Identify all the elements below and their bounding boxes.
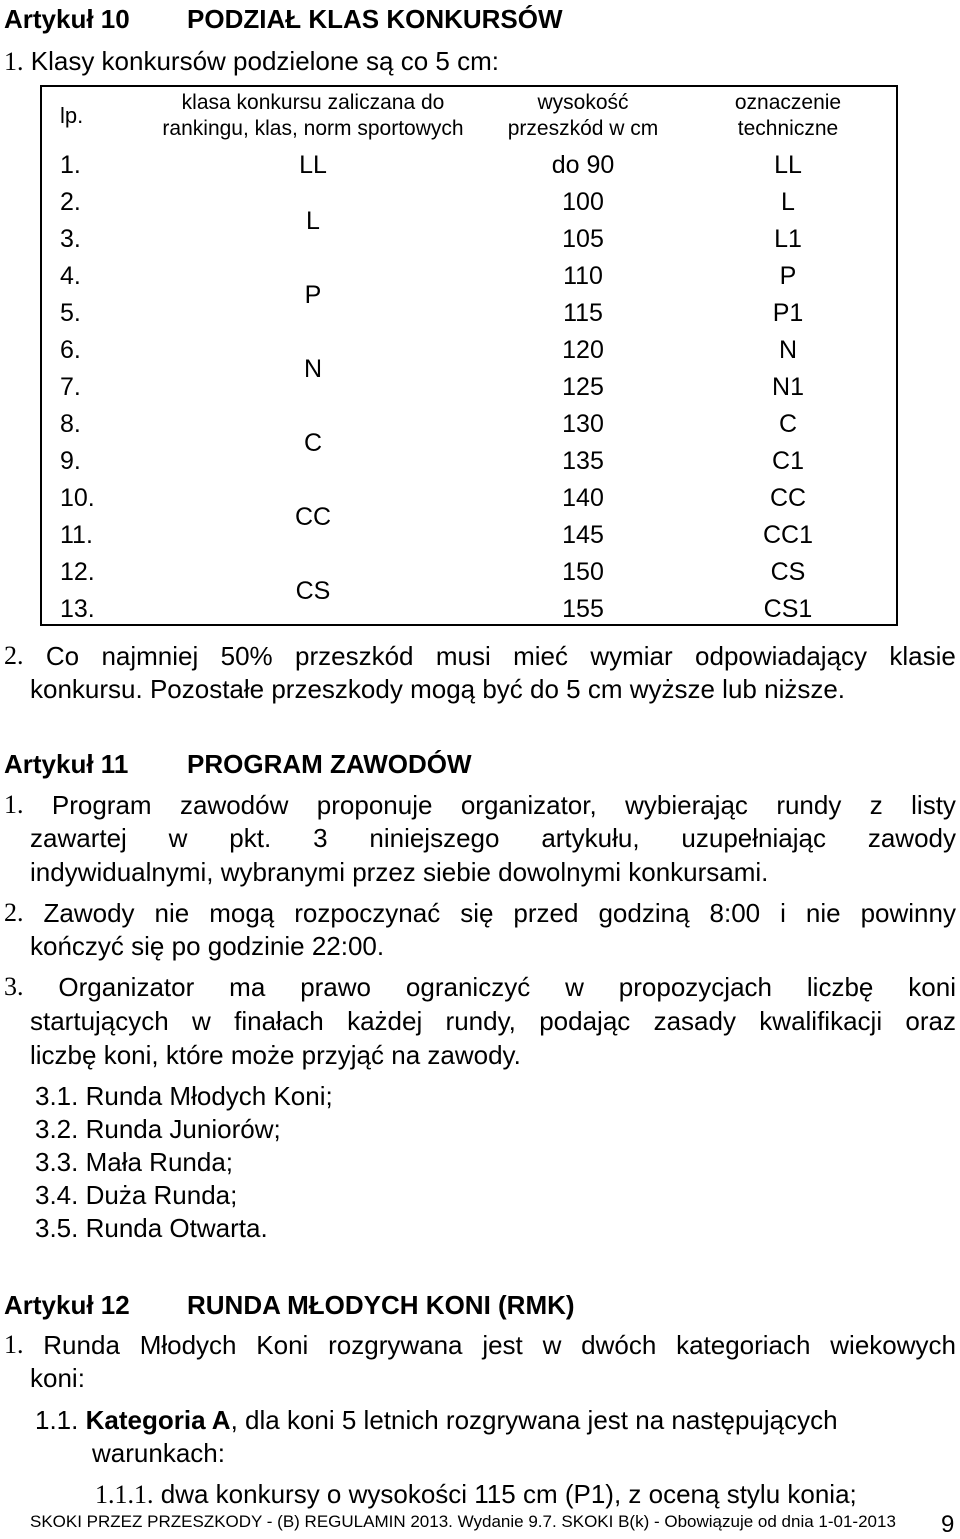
cell-wysokosc: 110	[563, 262, 603, 290]
cell-wysokosc: do 90	[551, 151, 615, 179]
art11-p1-word: organizator,	[460, 790, 597, 820]
art10-p2-word: klasie	[889, 641, 956, 671]
page-number: 9	[941, 1511, 955, 1538]
art11-p3-word: Organizator	[58, 972, 195, 1002]
cell-lp: 2.	[60, 188, 81, 216]
art12-p1-word: rozgrywana	[328, 1330, 463, 1360]
cell-wysokosc: 135	[562, 447, 604, 475]
art11-p1-word: listy	[911, 790, 956, 820]
cell-wysokosc: 155	[562, 595, 604, 623]
art12-p11-text: , dla koni 5 letnich rozgrywana jest na następujących	[230, 1405, 838, 1435]
header-lp: lp.	[60, 103, 84, 128]
art11-p3-word: oraz	[905, 1006, 956, 1036]
art10-p2-word: odpowiadający	[695, 641, 868, 671]
art11-p3-word: podając	[539, 1006, 631, 1036]
art11-p3-word: koni	[908, 972, 956, 1002]
cell-lp: 11.	[60, 521, 93, 549]
art11-p2-word: mogą	[209, 898, 275, 928]
art12-p11-line1	[35, 1405, 838, 1436]
art11-p1-word: niniejszego	[369, 823, 500, 853]
art11-p3-word: startujących	[30, 1006, 169, 1036]
art11-p1-word: 3	[313, 823, 328, 853]
art11-p3-line1: 3. Organizator ma prawo ograniczyć w propozycjach liczbę koni	[4, 972, 956, 1002]
runda-item-5: 3.5. Runda Otwarta.	[35, 1213, 268, 1243]
art11-p1-word: w	[168, 823, 188, 853]
class-table-row	[40, 258, 898, 295]
art11-p3-word: ma	[229, 972, 266, 1002]
cell-oznaczenie: CC1	[762, 521, 813, 549]
art12-p111-text: dwa konkursy o wysokości 115 cm (P1), z oceną stylu konia;	[160, 1479, 857, 1509]
art11-p1-word: zawartej	[30, 823, 127, 853]
footer-text: SKOKI PRZEZ PRZESZKODY - (B) REGULAMIN 2013. Wydanie 9.7. SKOKI B(k) - Obowiązuje od dnia 1-01-2013	[30, 1512, 896, 1531]
art12-p1-word: kategoriach	[676, 1330, 811, 1360]
cell-klasa: L	[306, 206, 320, 235]
cell-wysokosc: 150	[562, 558, 604, 586]
art11-p3-line3: liczbę koni, które może przyjąć na zawody.	[30, 1040, 521, 1070]
class-table-row	[40, 147, 898, 184]
cell-oznaczenie: C1	[772, 447, 804, 475]
art11-p2-word: Zawody	[43, 898, 135, 928]
runda-item-3: 3.3. Mała Runda;	[35, 1147, 234, 1177]
art10-p1	[4, 46, 499, 77]
cell-lp: 13.	[60, 595, 95, 623]
cell-wysokosc: 145	[562, 521, 604, 549]
cell-oznaczenie: CS1	[763, 595, 813, 623]
art10-p2-word: musi	[435, 641, 491, 671]
art12-p1-word: dwóch	[581, 1330, 657, 1360]
cell-lp: 6.	[60, 336, 81, 364]
cell-wysokosc: 125	[562, 373, 604, 401]
class-table-header	[40, 85, 898, 147]
cell-oznaczenie: P	[779, 262, 797, 290]
cell-oznaczenie: LL	[774, 151, 802, 179]
art11-p2-line1: 2. Zawody nie mogą rozpoczynać się przed godziną 8:00 i nie powinny	[4, 898, 956, 928]
art12-p1-line2: koni:	[30, 1363, 85, 1393]
cell-lp: 10.	[60, 484, 95, 512]
cell-oznaczenie: L	[781, 188, 795, 216]
art11-p2-word: powinny	[860, 898, 956, 928]
art11-p1-word: Program	[51, 790, 152, 820]
art12-p1-word: Koni	[256, 1330, 309, 1360]
cell-klasa: C	[303, 428, 323, 457]
class-table	[40, 85, 898, 628]
art11-p1-line3: indywidualnymi, wybranymi przez siebie dowolnymi konkursami.	[30, 857, 769, 887]
art10-p2-line1: 2. Co najmniej 50% przeszkód musi mieć wymiar odpowiadający klasie	[4, 641, 956, 671]
art11-p3-word: w	[565, 972, 584, 1002]
cell-wysokosc: 105	[562, 225, 604, 253]
cell-lp: 8.	[60, 410, 81, 438]
runda-item-4: 3.4. Duża Runda;	[35, 1180, 238, 1210]
art12-p11-number: 1.1.	[35, 1405, 79, 1435]
art12-p1-word: Runda	[43, 1330, 120, 1360]
art12-p1-word: wiekowych	[830, 1330, 956, 1360]
cell-wysokosc: 120	[562, 336, 604, 364]
cell-klasa: LL	[299, 151, 327, 179]
art11-p1-line2	[30, 823, 956, 854]
cell-lp: 3.	[60, 225, 81, 253]
header-oznaczenie: oznaczenie techniczne	[734, 91, 842, 140]
art12-p111-number: 1.1.1.	[95, 1480, 154, 1509]
art11-p3-word: każdej	[347, 1006, 423, 1036]
cell-klasa: N	[303, 354, 323, 383]
runda-item-2: 3.2. Runda Juniorów;	[35, 1114, 281, 1144]
cell-wysokosc: 140	[562, 484, 604, 512]
art10-p2-word: mieć	[513, 641, 568, 671]
class-table-row	[40, 184, 898, 221]
art11-p2-word: nie	[805, 898, 841, 928]
art11-p3-word: kwalifikacji	[759, 1006, 883, 1036]
art11-p3-word: w	[192, 1006, 211, 1036]
art11-p3-word: finałach	[234, 1006, 324, 1036]
cell-oznaczenie: C	[778, 410, 798, 438]
art11-p3-word: ograniczyć	[405, 972, 531, 1002]
art11-p2-word: przed	[513, 898, 579, 928]
art10-p1-number: 1.	[4, 47, 24, 76]
cell-wysokosc: 130	[562, 410, 604, 438]
cell-wysokosc: 100	[562, 188, 604, 216]
art11-p1-word: rundy	[776, 790, 842, 820]
class-table-row	[40, 406, 898, 443]
cell-oznaczenie: CS	[770, 558, 806, 586]
cell-oznaczenie: N	[778, 336, 798, 364]
class-table-row	[40, 480, 898, 517]
header-klasa: klasa konkursu zaliczana do rankingu, klas, norm sportowych	[162, 91, 464, 140]
art11-p1-word: zawodów	[179, 790, 289, 820]
art10-p2-word: wymiar	[590, 641, 673, 671]
art12-p1-word: Młodych	[139, 1330, 237, 1360]
art10-p2-word: 50%	[220, 641, 273, 671]
runda-item-1: 3.1. Runda Młodych Koni;	[35, 1081, 333, 1111]
cell-lp: 5.	[60, 299, 81, 327]
art12-p1-line1: 1. Runda Młodych Koni rozgrywana jest w dwóch kategoriach wiekowych	[4, 1330, 956, 1360]
art10-p2-word: Co	[45, 641, 80, 671]
cell-wysokosc: 115	[563, 299, 603, 327]
art10-p2-word: najmniej	[101, 641, 199, 671]
art11-p3-word: prawo	[300, 972, 372, 1002]
art12-p1-word: jest	[482, 1330, 523, 1360]
art12-title: RUNDA MŁODYCH KONI (RMK)	[187, 1290, 575, 1320]
art11-p2-word: 8:00	[709, 898, 761, 928]
art10-p1-text: Klasy konkursów podzielone są co 5 cm:	[30, 46, 499, 76]
art11-p3-word: zasady	[653, 1006, 736, 1036]
cell-lp: 4.	[60, 262, 81, 290]
art12-p1-word: w	[542, 1330, 562, 1360]
class-table-row	[40, 332, 898, 369]
art11-p1-line1: 1. Program zawodów proponuje organizator, wybierając rundy z listy	[4, 790, 956, 820]
art11-p2-line2: kończyć się po godzinie 22:00.	[30, 931, 385, 961]
art11-p3-word: propozycjach	[618, 972, 772, 1002]
art11-p2-word: rozpoczynać	[294, 898, 441, 928]
cell-klasa: P	[304, 280, 322, 309]
art12-p111	[95, 1479, 857, 1510]
art11-p2-word: godziną	[598, 898, 690, 928]
header-wysokosc: wysokość przeszkód w cm	[507, 91, 659, 140]
cell-oznaczenie: P1	[772, 299, 804, 327]
class-table-row	[40, 554, 898, 591]
cell-oznaczenie: L1	[774, 225, 802, 253]
art11-p2-word: nie	[154, 898, 190, 928]
art11-p1-word: artykułu,	[541, 823, 640, 853]
art12-p11-line2: warunkach:	[92, 1438, 225, 1468]
art11-p1-word: z	[869, 790, 883, 820]
cell-klasa: CC	[294, 502, 332, 531]
cell-oznaczenie: CC	[769, 484, 807, 512]
art11-p2-word: i	[780, 898, 786, 928]
cell-oznaczenie: N1	[772, 373, 804, 401]
art11-p3-word: liczbę	[806, 972, 874, 1002]
cell-klasa: CS	[295, 576, 331, 605]
cell-lp: 12.	[60, 558, 95, 586]
cell-lp: 1.	[60, 151, 81, 179]
cell-lp: 9.	[60, 447, 81, 475]
art11-p1-word: zawody	[867, 823, 956, 853]
art12-label: Artykuł 12	[4, 1290, 130, 1320]
art11-p2-word: się	[460, 898, 494, 928]
art11-p1-word: wybierając	[625, 790, 748, 820]
cell-lp: 7.	[60, 373, 81, 401]
art11-p1-word: pkt.	[229, 823, 272, 853]
art10-p2-word: przeszkód	[295, 641, 414, 671]
art11-p1-word: uzupełniając	[681, 823, 826, 853]
art11-title: PROGRAM ZAWODÓW	[187, 749, 472, 779]
art11-p3-line2	[30, 1006, 956, 1037]
art10-p2-line2: konkursu. Pozostałe przeszkody mogą być do 5 cm wyższe lub niższe.	[30, 674, 846, 704]
kategoria-a: Kategoria A	[85, 1405, 231, 1435]
art11-p1-word: proponuje	[316, 790, 433, 820]
art10-title: PODZIAŁ KLAS KONKURSÓW	[187, 4, 563, 34]
art11-p3-word: rundy,	[445, 1006, 516, 1036]
art11-label: Artykuł 11	[4, 749, 129, 779]
art10-label: Artykuł 10	[4, 4, 130, 34]
